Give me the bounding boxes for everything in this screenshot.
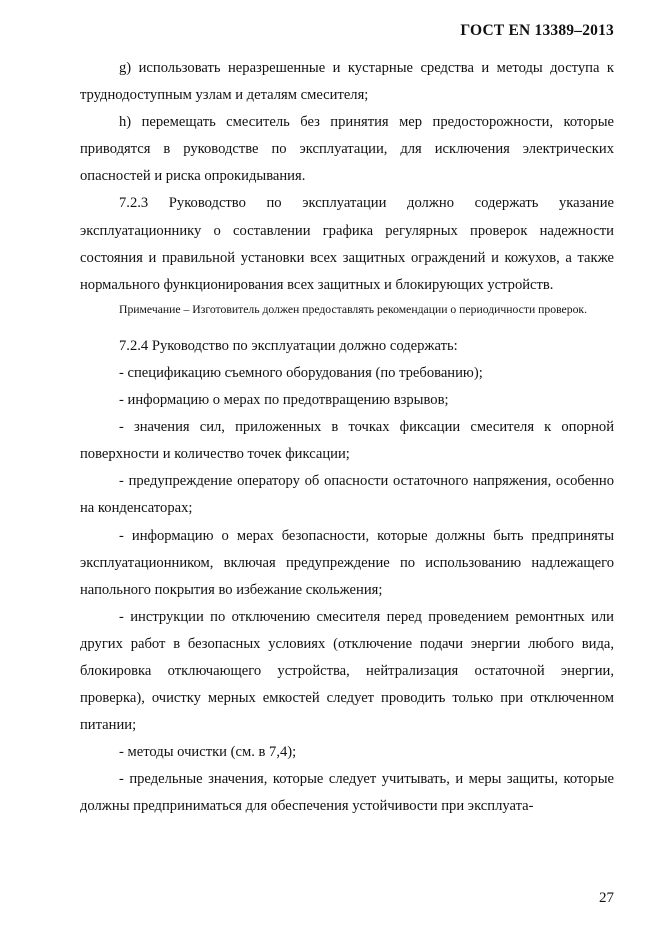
list-item: - предельные значения, которые следует учитывать, и меры защиты, которые должны предприниматься для обеспечения устойчивости при эксплуата- (80, 771, 614, 815)
list-item: - предупреждение оператору об опасности остаточного напряжения, особенно на конденсаторах; (80, 473, 614, 517)
list-item: - значения сил, приложенных в точках фиксации смесителя к опорной поверхности и количество точек фиксации; (80, 419, 614, 463)
list-item: - инструкции по отключению смесителя перед проведением ремонтных или других работ в безопасных условиях (отключение подачи энергии любого вида, блокировка отключающего устройства, нейтрализация остаточной энергии, проверка), очистку мерных емкостей следует проводить только при отключенном питании; (80, 608, 614, 734)
list-item: - методы очистки (см. в 7,4); (119, 744, 297, 761)
paragraph-7-2-4: 7.2.4 Руководство по эксплуатации должно содержать: (119, 337, 458, 354)
document-header: ГОСТ EN 13389–2013 (460, 22, 614, 39)
page-number: 27 (599, 890, 614, 906)
list-item: - информацию о мерах безопасности, которые должны быть предприняты эксплуатационником, включая предупреждение по использованию надлежащего напольного покрытия во избежание скольжения; (80, 527, 614, 598)
list-item: - спецификацию съемного оборудования (по требованию); (119, 364, 483, 381)
document-body (80, 55, 614, 821)
list-item: - информацию о мерах по предотвращению взрывов; (119, 392, 449, 409)
paragraph-item-g: g) использовать неразрешенные и кустарные средства и методы доступа к труднодоступным узлам и деталям смесителя; (80, 60, 614, 104)
paragraph-7-2-3: 7.2.3 Руководство по эксплуатации должно содержать указание эксплуатационнику о составлении графика регулярных проверок надежности состояния и правильной установки всех защитных ограждений и кожухов, а также нормального функционирования всех защитных и блокирующих устройств. (80, 195, 614, 293)
paragraph-item-h: h) перемещать смеситель без принятия мер предосторожности, которые приводятся в руководстве по эксплуатации, для исключения электрических опасностей и риска опрокидывания. (80, 114, 614, 185)
note: Примечание – Изготовитель должен предоставлять рекомендации о периодичности проверок. (119, 302, 588, 316)
